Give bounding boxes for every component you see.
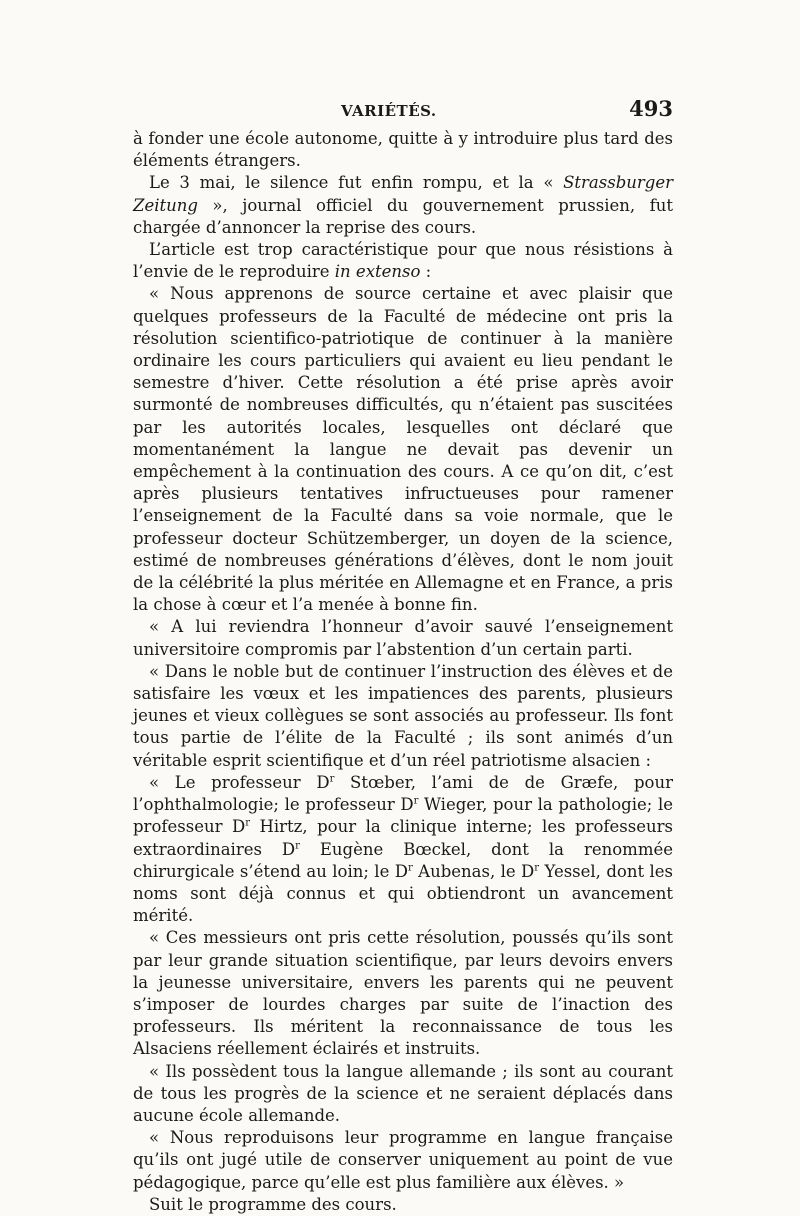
book-page [133,96,673,1216]
italic-text: Strassburger Zeitung [133,173,673,215]
paragraph [133,172,673,239]
text-run: « Le professeur D [149,772,330,792]
superscript: r [245,817,250,829]
paragraph [133,1194,673,1216]
text-run: », journal officiel du gouvernement prussien, fut chargée d’annoncer la reprise des cours. [133,195,673,237]
text-run: Stœber, l’ami de de Græfe, pour l’ophthalmologie; le professeur D [133,772,673,815]
superscript: r [329,773,335,785]
text-run: Eugène Bœckel, dont la renommée chirurgicale s’étend au loin; le D [133,839,673,881]
page-number: 493 [629,96,673,121]
paragraph [133,661,673,772]
text-run: L’article est trop caractéristique pour que nous résistions à l’envie de le reproduire [133,240,673,282]
paragraph [133,772,673,927]
paragraph [133,927,673,1060]
text-run: Suit le programme des cours. [149,1194,397,1214]
paragraph [133,616,673,660]
superscript: r [407,862,413,874]
superscript: r [413,795,419,807]
text-run: « Ces messieurs ont pris cette résolution, poussés qu’ils sont par leur grande situation scientifique, par leurs devoirs envers la jeunesse universitaire, envers les parents qui ne peuvent s’imposer de lourdes charges par suite de l’inaction des professeurs. Ils méritent la reconnaissance de tous les Alsaciens réellement éclairés et instruits. [133,928,673,1059]
text-run: « Nous apprenons de source certaine et avec plaisir que quelques professeurs de la Faculté de médecine ont pris la résolution scientifico-patriotique de continuer à la manière ordinaire les cours particuliers qui avaient eu lieu pendant le semestre d’hiver. Cette résolution a été prise après avoir surmonté de nombreuses difficultés, qu n’étaient pas suscitées par les autorités locales, lesquelles ont déclaré que momentanément la langue ne devait pas devenir un empêchement à la continuation des cours. A ce qu’on dit, c’est après plusieurs tentatives infructueuses pour ramener l’enseignement de la Faculté dans sa voie normale, que le professeur docteur Schützemberger, un doyen de la science, estimé de nombreuses générations d’élèves, dont le nom jouit de la célébrité la plus méritée en Allemagne et en France, a pris la chose à cœur et l’a menée à bonne fin. [133,284,673,615]
text-run: : [420,262,432,282]
paragraph [133,1127,673,1194]
text-run: à fonder une école autonome, quitte à y introduire plus tard des éléments étrangers. [133,129,673,171]
text-run: Yessel, dont les noms sont déjà connus et qui obtiendront un avancement mérité. [133,861,673,926]
paragraph [133,128,673,172]
italic-text: in extenso [334,262,421,282]
paragraph [133,239,673,283]
body-text [133,128,673,1216]
page-header [133,96,673,128]
text-run: « Nous reproduisons leur programme en langue française qu’ils ont jugé utile de conserver uniquement au point de vue pédagogique, parce qu’elle est plus familière aux élèves. » [133,1128,673,1192]
text-run: Hirtz, pour la clinique interne; les professeurs extraordinaires D [133,817,673,859]
text-run: « Dans le noble but de continuer l’instruction des élèves et de satisfaire les vœux et les impatiences des parents, plusieurs jeunes et vieux collègues se sont associés au professeur. Ils font tous partie de l’élite de la Faculté ; ils sont animés d’un véritable esprit scientifique et d’un réel patriotisme alsacien : [133,661,673,770]
text-run: Le 3 mai, le silence fut enfin rompu, et la « [149,173,564,193]
running-head: VARIÉTÉS. [341,102,437,120]
paragraph [133,283,673,616]
superscript: r [295,840,300,851]
paragraph [133,1061,673,1128]
text-run: « Ils possèdent tous la langue allemande ; ils sont au courant de tous les progrès de la science et ne seraient déplacés dans aucune école allemande. [133,1061,673,1125]
text-run: Aubenas, le D [412,861,535,881]
text-run: « A lui reviendra l’honneur d’avoir sauvé l’enseignement universitoire compromis par l’abstention d’un certain parti. [133,617,673,659]
superscript: r [534,862,540,874]
text-run: Wieger, pour la pathologie; le professeur D [133,795,673,837]
